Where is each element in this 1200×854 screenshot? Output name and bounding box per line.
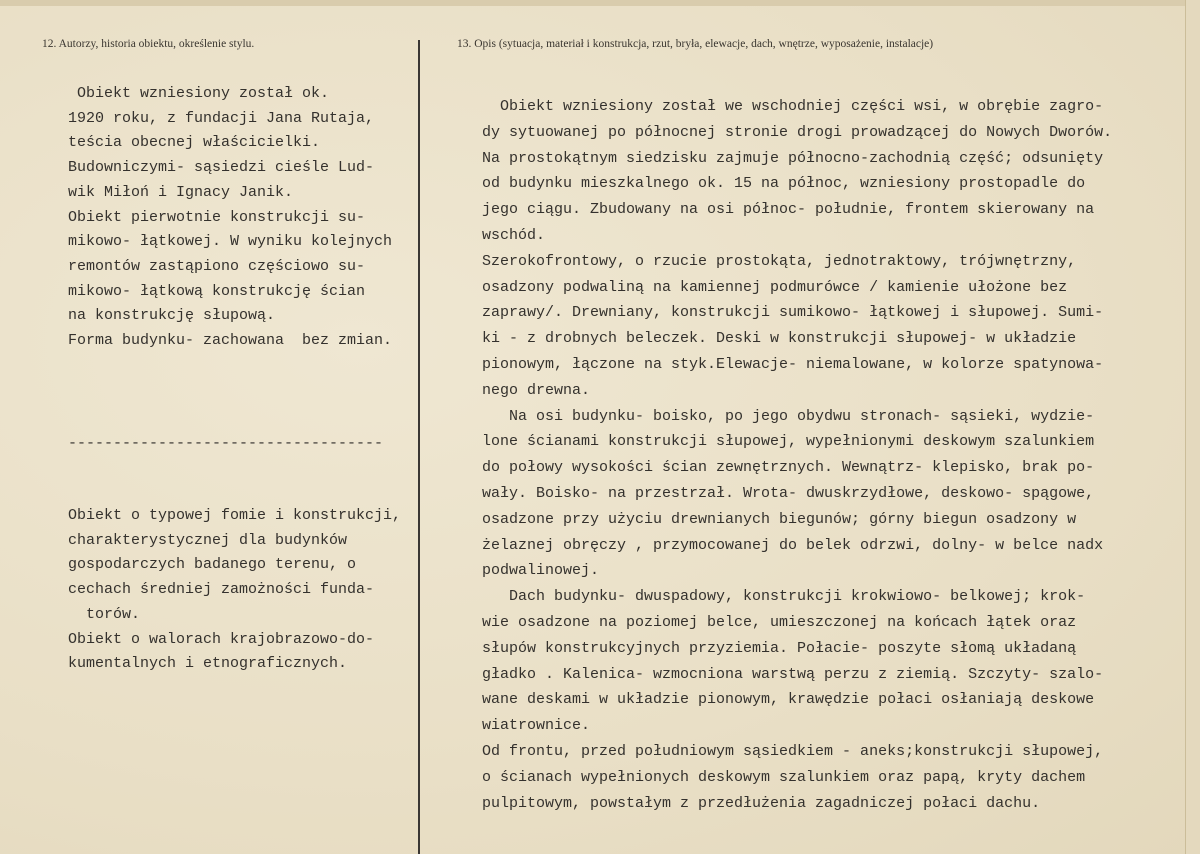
page-top-edge (0, 0, 1200, 6)
page-right-edge (1185, 0, 1200, 854)
style-assessment-paragraph: Obiekt o typowej fomie i konstrukcji, charakterystycznej dla budynków gospodarczych badanego terenu, o cechach średniej zamożności funda- torów. Obiekt o walorach krajobrazowo-do- kumentalnych i etnograficznych. (68, 507, 402, 673)
section-13-header: 13. Opis (sytuacja, materiał i konstrukcja, rzut, bryła, elewacje, dach, wnętrze, wyposażenie, instalacje) (457, 38, 934, 50)
description-text: Obiekt wzniesiony został we wschodniej części wsi, w obrębie zagro- dy sytuowanej po północnej stronie drogi prowadzącej do Nowych Dworów. Na prostokątnym siedzisku zajmuje północno-zachodnią część; odsunięty od budynku mieszkalnego ok. 15 na północ, wzniesiony prostopadle do jego ciągu. Zbudowany na osi północ- południe, frontem skierowany na wschód. Szerokofrontowy, o rzucie prostokąta, jednotraktowy, trójwnętrzny, osadzony podwaliną na kamiennej podmurówce / kamienie ułożone bez zaprawy/. Drewniany, konstrukcji sumikowo- łątkowej i słupowej. Sumi- ki - z drobnych beleczek. Deski w konstrukcji słupowej- w układzie pionowym, łączone na styk.Elewacje- niemalowane, w kolorze spatynowa- nego drewna. Na osi budynku- boisko, po jego obydwu stronach- sąsieki, wydzie- lone ścianami konstrukcji słupowej, wypełnionymi deskowym szalunkiem do połowy wysokości ścian zewnętrznych. Wewnątrz- klepisko, brak po- wały. Boisko- na przestrzał. Wrota- dwuskrzydłowe, deskowo- spągowe, osadzone przy użyciu drewnianych biegunów; górny biegun osadzony w żelaznej obręczy , przymocowanej do belek odrzwi, dolny- w belce nadx podwalinowej. Dach budynku- dwuspadowy, konstrukcji krokwiowo- belkowej; krok- wie osadzone na poziomej belce, umieszczonej na końcach łątek oraz słupów konstrukcyjnych przyziemia. Połacie- poszyte słomą układaną gładko . Kalenica- wzmocniona warstwą perzu z ziemią. Szczyty- szalo- wane deskami w układzie pionowym, krawędzie połaci osłaniają deskowe wiatrownice. Od frontu, przed południowym sąsiedkiem - aneks;konstrukcji słupowej, o ścianach wypełnionych deskowym szalunkiem oraz papą, kryty dachem pulpitowym, powstałym z przedłużenia zagadniczej połaci dachu. (482, 98, 1113, 812)
history-paragraph: Obiekt wzniesiony został ok. 1920 roku, z fundacji Jana Rutaja, teścia obecnej właścicielki. Budowniczymi- sąsiedzi cieśle Lud- wik Miłoń i Ignacy Janik. Obiekt pierwotnie konstrukcji su- mikowo- łątkowej. W wyniku kolejnych remontów zastąpiono częściowo su- mikowo- łątkową konstrukcję ścian na konstrukcję słupową. Forma budynku- zachowana bez zmian. (68, 85, 393, 350)
dashed-separator: ----------------------------------- (68, 435, 384, 452)
column-divider (418, 40, 420, 854)
section-12-header: 12. Autorzy, historia obiektu, określenie stylu. (42, 38, 255, 50)
